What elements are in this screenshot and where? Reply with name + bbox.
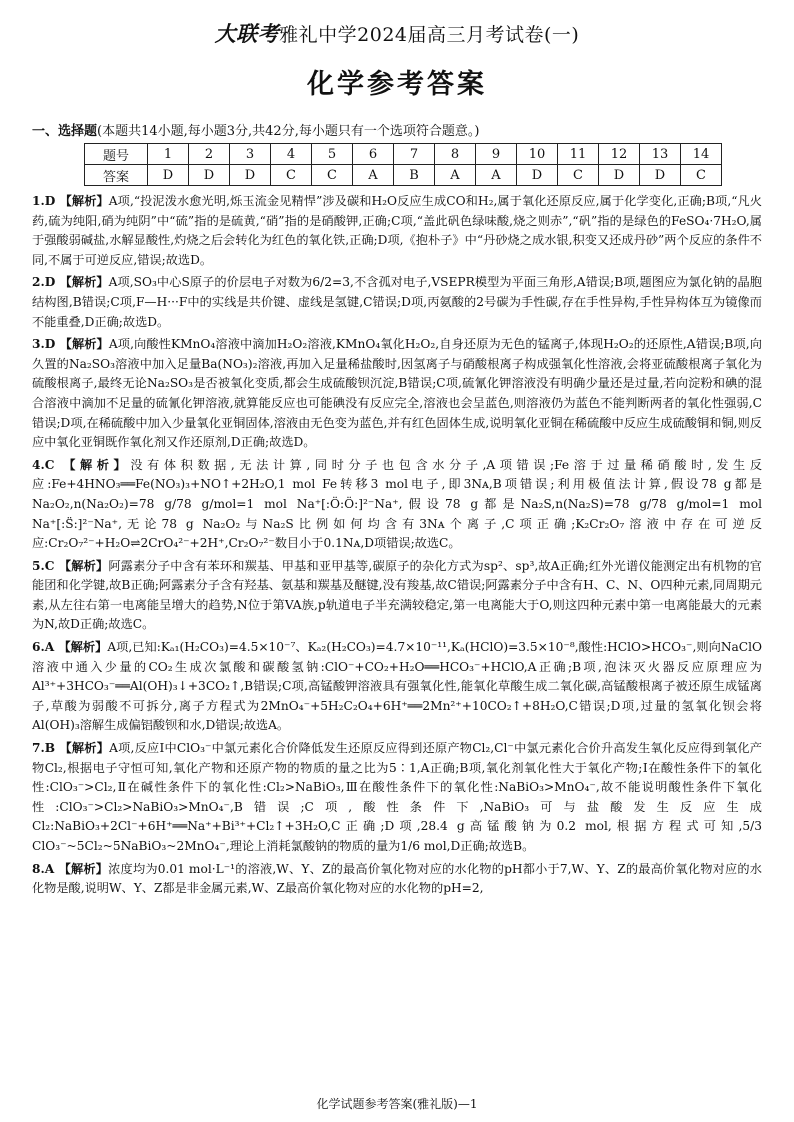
question-number-cell: 11 (558, 144, 599, 165)
explanation-text (32, 456, 762, 554)
question-number-cell: 5 (312, 144, 353, 165)
answer-tag: 4.C 【解析】 (32, 457, 131, 472)
answer-cell: D (230, 165, 271, 186)
explanation-item (32, 456, 762, 554)
explanation-item (32, 273, 762, 332)
answer-cell: B (394, 165, 435, 186)
number-row (85, 144, 722, 165)
question-number-cell: 8 (435, 144, 476, 165)
explanation-body: 阿露素分子中含有苯环和羰基、甲基和亚甲基等,碳原子的杂化方式为sp²、sp³,故A正确;红外光谱仪能测定出有机物的官能团和化学键,故B正确;阿露素分子含有羟基、氨基和羰基及醚键,没有羧基,故C错误;阿露素分子中含有H、C、N、O四种元素,同周期元素,从左往右第一电离能呈增大的趋势,N位于第VA族,p轨道电子半充满较稳定,第一电离能大于O,则这四种元素中第一电离能最大的元素为N,故D正确;故选C。 (32, 558, 762, 632)
explanation-text (32, 638, 762, 736)
explanation-text (32, 739, 762, 857)
explanation-body: 没有体积数据,无法计算,同时分子也包含水分子,A项错误;Fe溶于过量稀硝酸时,发生反应:Fe+4HNO₃══Fe(NO₃)₃+NO↑+2H₂O,1 mol Fe转移3 mol电子,即3Nᴀ,B项错误;利用极值法计算,假设78 g都是Na₂O₂,n(Na₂O₂)=78 g/78 g/mol=1 mol Na⁺[:Ö:Ö:]²⁻Na⁺,假设78 g都是Na₂S,n(Na₂S)=78 g/78 g/mol=1 mol Na⁺[:S̈:]²⁻Na⁺,无论78 g Na₂O₂与Na₂S比例如何均含有3Nᴀ个离子,C项正确;K₂Cr₂O₇溶液中存在可逆反应:Cr₂O₇²⁻+H₂O⇌2CrO₄²⁻+2H⁺,Cr₂O₇²⁻数目小于0.1Nᴀ,D项错误;故选C。 (32, 457, 763, 551)
question-number-cell: 2 (189, 144, 230, 165)
exam-title: 雅礼中学2024届高三月考试卷(一) (279, 24, 580, 46)
explanations (32, 192, 762, 902)
answer-cell: D (189, 165, 230, 186)
answer-cell: D (599, 165, 640, 186)
answer-cell: D (640, 165, 681, 186)
page-footer: 化学试题参考答案(雅礼版)—1 (316, 1097, 478, 1111)
answer-cell: D (148, 165, 189, 186)
section-heading (32, 120, 479, 139)
explanation-text (32, 335, 762, 453)
explanation-text (32, 273, 762, 332)
doc-title: 化学参考答案 (307, 69, 487, 100)
question-number-cell: 4 (271, 144, 312, 165)
answer-row (85, 165, 722, 186)
explanation-body: 浓度均为0.01 mol·L⁻¹的溶液,W、Y、Z的最高价氧化物对应的水化物的pH都小于7,W、Y、Z的最高价氧化物对应的水化物是酸,说明W、Y、Z都是非金属元素,W、Z最高价氧化物对应的水化物的pH=2, (32, 861, 762, 896)
answer-tag: 1.D 【解析】 (32, 194, 109, 208)
answer-tag: 8.A 【解析】 (32, 861, 109, 876)
explanation-body: A项,反应Ⅰ中ClO₃⁻中氯元素化合价降低发生还原反应得到还原产物Cl₂,Cl⁻中氯元素化合价升高发生氧化反应得到氧化产物Cl₂,根据电子守恒可知,氧化产物和还原产物的物质的量之比为5∶1,A正确;B项,氧化剂氧化性大于氧化产物;Ⅰ在酸性条件下的氧化性:ClO₃⁻>Cl₂,Ⅱ在碱性条件下的氧化性:Cl₂>NaBiO₃,Ⅲ在酸性条件下的氧化性:NaBiO₃>MnO₄⁻,故不能说明酸性条件下氧化性:ClO₃⁻>Cl₂>NaBiO₃>MnO₄⁻,B错误;C项,酸性条件下,NaBiO₃可与盐酸发生反应生成Cl₂:NaBiO₃+2Cl⁻+6H⁺══Na⁺+Bi³⁺+Cl₂↑+3H₂O,C正确;D项,28.4 g高锰酸钠为0.2 mol,根据方程式可知,5/3 ClO₃⁻~5Cl₂~5NaBiO₃~2MnO₄⁻,理论上消耗氯酸钠的物质的量为1/6 mol,D正确;故选B。 (32, 741, 762, 853)
explanation-item (32, 192, 762, 270)
question-number-cell: 1 (148, 144, 189, 165)
answer-tag: 7.B 【解析】 (32, 741, 110, 756)
explanation-text (32, 557, 762, 635)
explanation-item (32, 557, 762, 635)
explanation-body: A项,向酸性KMnO₄溶液中滴加H₂O₂溶液,KMnO₄氧化H₂O₂,自身还原为无色的锰离子,体现H₂O₂的还原性,A错误;B项,向久置的Na₂SO₃溶液中加入足量Ba(NO₃)₂溶液,再加入足量稀盐酸时,因氢离子与硝酸根离子构成强氧化性溶液,会将亚硫酸根离子氧化为硫酸根离子,最终无论Na₂SO₃是否被氧化变质,都会生成硫酸钡沉淀,B错误;C项,硫氰化钾溶液没有明确少量还是过量,若向淀粉和碘的混合溶液中滴加不足量的硫氰化钾溶液,就算能反应也可能碘没有反应完全,溶液也会呈蓝色,则溶液仍为蓝色不能判断两者的氧化性强弱,C错误;D项,在稀硫酸中加入少量氧化亚铜固体,溶液由无色变为蓝色,并有红色固体生成,说明氧化亚铜在稀硫酸中反应生成硫酸铜和铜,则反应中氧化亚铜既作氧化剂又作还原剂,D正确;故选D。 (32, 337, 762, 450)
question-number-cell: 3 (230, 144, 271, 165)
question-number-cell: 14 (681, 144, 722, 165)
brand-logo: 大联考 (214, 21, 280, 46)
answer-cell: C (681, 165, 722, 186)
answer-cell: A (476, 165, 517, 186)
answer-tag: 3.D 【解析】 (32, 337, 109, 352)
explanation-text (32, 860, 762, 899)
answer-tag: 2.D 【解析】 (32, 275, 109, 290)
section-label: 一、选择题 (32, 124, 98, 139)
question-number-cell: 13 (640, 144, 681, 165)
question-number-cell: 6 (353, 144, 394, 165)
question-number-cell: 10 (517, 144, 558, 165)
explanation-body: A项,“投泥泼水愈光明,烁玉流金见精悍”涉及碳和H₂O反应生成CO和H₂,属于氧化还原反应,属于化学变化,正确;B项,“凡火药,硫为纯阳,硝为纯阴”中“硫”指的是硫黄,“硝”指的是硝酸钾,正确;C项,“盖此矾色绿味酸,烧之则赤”,“矾”指的是绿色的FeSO₄·7H₂O,属于强酸弱碱盐,水解显酸性,灼烧之后会转化为红色的氧化铁,正确;D项,《抱朴子》中“丹砂烧之成水银,积变又还成丹砂”两个反应的条件不同,不属于可逆反应,错误;故选D。 (32, 194, 762, 267)
answer-cell: A (435, 165, 476, 186)
explanation-body: A项,已知:Kₐ₁(H₂CO₃)=4.5×10⁻⁷、Kₐ₂(H₂CO₃)=4.7×10⁻¹¹,Kₐ(HClO)=3.5×10⁻⁸,酸性:HClO>HCO₃⁻,则向NaClO溶液中通入少量的CO₂生成次氯酸和碳酸氢钠:ClO⁻+CO₂+H₂O══HCO₃⁻+HClO,A正确;B项,泡沫灭火器反应原理应为Al³⁺+3HCO₃⁻══Al(OH)₃↓+3CO₂↑,B错误;C项,高锰酸钾溶液具有强氧化性,能氧化草酸生成二氧化碳,高锰酸根离子被还原生成锰离子,草酸为弱酸不可拆分,离子方程式为2MnO₄⁻+5H₂C₂O₄+6H⁺══2Mn²⁺+10CO₂↑+8H₂O,C错误;D项,过量的氢氧化钡会将Al(OH)₃溶解生成偏铝酸钡和水,D错误;故选A。 (32, 640, 762, 733)
question-number-cell: 12 (599, 144, 640, 165)
explanation-item (32, 860, 762, 899)
answer-tag: 6.A 【解析】 (32, 640, 108, 655)
answer-cell: C (558, 165, 599, 186)
answer-cell: D (517, 165, 558, 186)
answer-cell: A (353, 165, 394, 186)
answer-tag: 5.C 【解析】 (32, 558, 109, 573)
row-label: 答案 (85, 165, 148, 186)
explanation-item (32, 638, 762, 736)
answer-cell: C (271, 165, 312, 186)
answer-table (84, 143, 722, 186)
question-number-cell: 9 (476, 144, 517, 165)
explanation-text (32, 192, 762, 270)
explanation-item (32, 739, 762, 857)
page-header (0, 18, 794, 48)
question-number-cell: 7 (394, 144, 435, 165)
row-label: 题号 (85, 144, 148, 165)
section-note: (本题共14小题,每小题3分,共42分,每小题只有一个选项符合题意。) (97, 124, 480, 139)
explanation-body: A项,SO₃中心S原子的价层电子对数为6/2=3,不含孤对电子,VSEPR模型为平面三角形,A错误;B项,题图应为氯化钠的晶胞结构图,B错误;C项,F—H···F中的实线是共价键、虚线是氢键,C错误;D项,丙氨酸的2号碳为手性碳,存在手性异构,手性异构体互为镜像而不能重叠,D正确;故选D。 (32, 275, 762, 329)
explanation-item (32, 335, 762, 453)
answer-cell: C (312, 165, 353, 186)
